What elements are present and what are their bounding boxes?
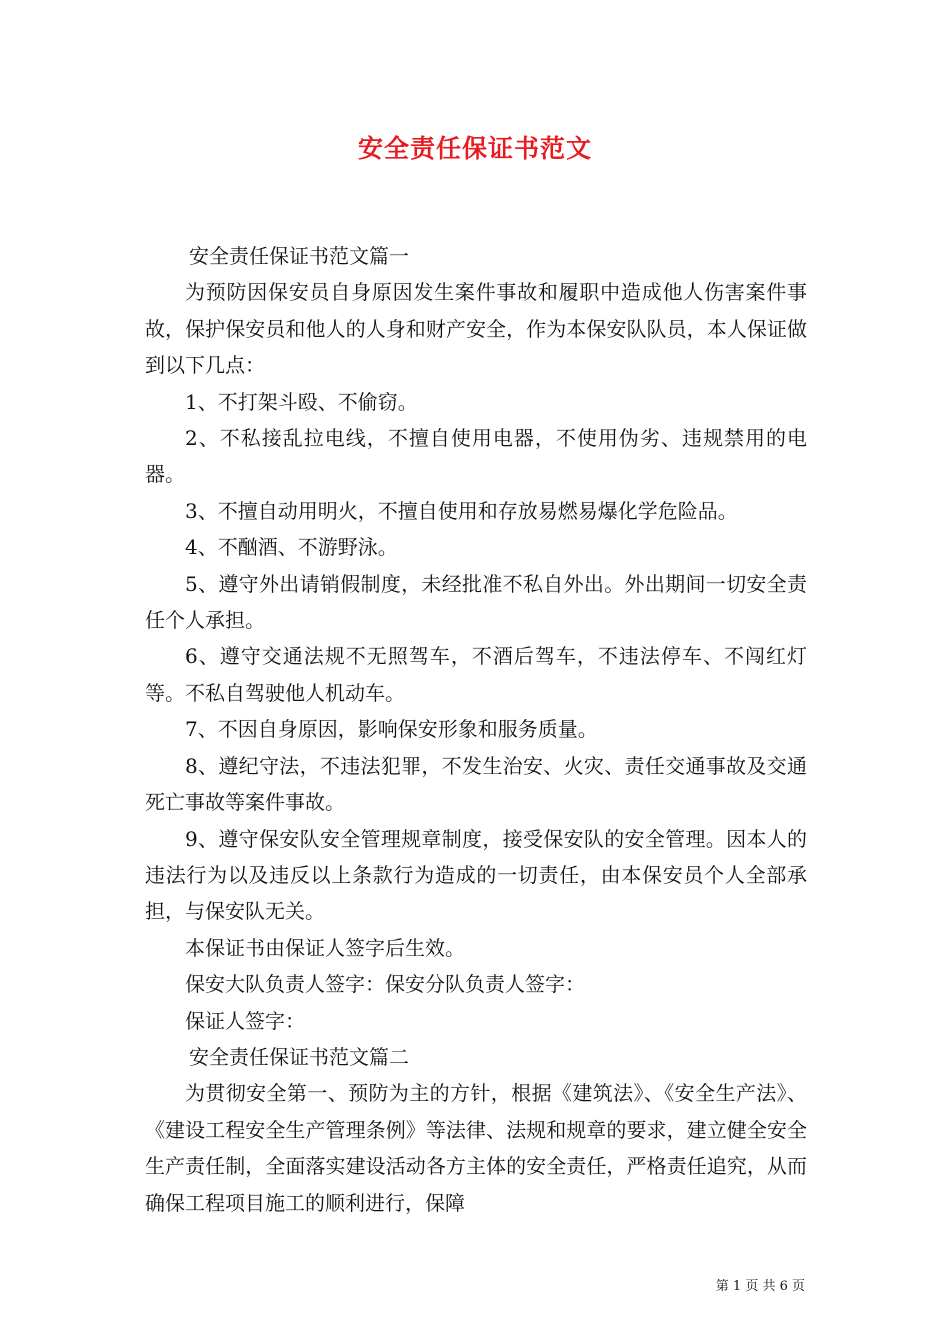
paragraph-guarantor: 保证人签字： <box>185 1008 305 1033</box>
paragraph-effective: 本保证书由保证人签字后生效。 <box>185 935 465 960</box>
document-title: 安全责任保证书范文 <box>357 134 592 163</box>
list-item-7: 7、不因自身原因，影响保安形象和服务质量。 <box>185 717 598 742</box>
list-item-4: 4、不酗酒、不游野泳。 <box>185 535 398 560</box>
list-item-1: 1、不打架斗殴、不偷窃。 <box>185 389 418 414</box>
paragraph-intro: 为预防因保安员自身原因发生案件事故和履职中造成他人伤害案件事故，保护保安员和他人的人身和财产安全，作为本保安队队员，本人保证做到以下几点： <box>145 280 807 378</box>
list-item-5: 5、遵守外出请销假制度，未经批准不私自外出。外出期间一切安全责任个人承担。 <box>145 571 807 633</box>
page-number: 第 1 页 共 6 页 <box>715 1279 805 1294</box>
document-body <box>145 238 807 1221</box>
paragraph-intro-2: 为贯彻安全第一、预防为主的方针，根据《建筑法》、《安全生产法》、《建设工程安全生产管理条例》等法律、法规和规章的要求，建立健全安全生产责任制，全面落实建设活动各方主体的安全责任，严格责任追究，从而确保工程项目施工的顺利进行，保障 <box>145 1081 807 1215</box>
section-heading-1: 安全责任保证书范文篇一 <box>189 244 409 268</box>
list-item-2: 2、不私接乱拉电线，不擅自使用电器，不使用伪劣、违规禁用的电器。 <box>145 426 807 487</box>
section-heading-2: 安全责任保证书范文篇二 <box>189 1044 409 1069</box>
list-item-6: 6、遵守交通法规不无照驾车，不酒后驾车，不违法停车、不闯红灯等。不私自驾驶他人机动车。 <box>145 644 807 705</box>
list-item-8: 8、遵纪守法，不违法犯罪，不发生治安、火灾、责任交通事故及交通死亡事故等案件事故。 <box>145 753 807 815</box>
list-item-9: 9、遵守保安队安全管理规章制度，接受保安队的安全管理。因本人的违法行为以及违反以上条款行为造成的一切责任，由本保安员个人全部承担，与保安队无关。 <box>145 826 807 924</box>
list-item-3: 3、不擅自动用明火，不擅自使用和存放易燃易爆化学危险品。 <box>185 498 738 523</box>
paragraph-signatures: 保安大队负责人签字：保安分队负责人签字： <box>185 972 585 997</box>
